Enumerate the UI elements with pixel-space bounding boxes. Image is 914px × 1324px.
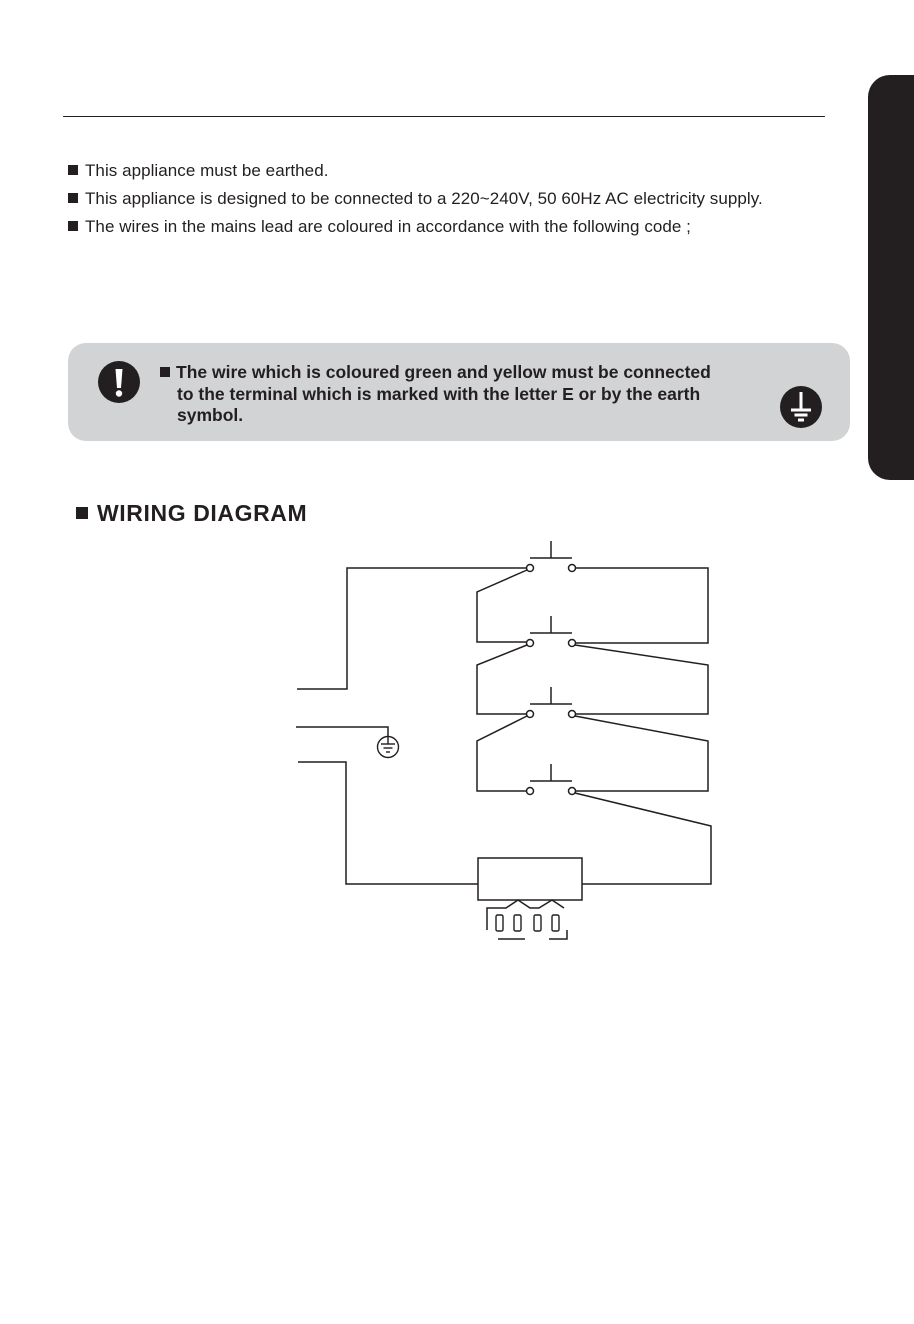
earth-warning-text xyxy=(160,362,780,427)
warning-line-1: The wire which is coloured green and yellow must be connected xyxy=(176,362,711,382)
bullet-square-icon xyxy=(68,193,78,203)
section-side-tab xyxy=(868,75,914,480)
note-earthed: This appliance must be earthed. xyxy=(68,157,763,185)
header-rule xyxy=(63,116,825,117)
link-left-1 xyxy=(477,570,527,642)
bullet-square-icon xyxy=(68,165,78,175)
terminal-block xyxy=(478,858,582,900)
bullet-square-icon xyxy=(76,507,88,519)
earth-symbol xyxy=(378,737,399,758)
bullet-square-icon xyxy=(160,367,170,377)
earth-wire xyxy=(296,727,388,738)
exclamation-icon xyxy=(98,361,140,403)
live-wire xyxy=(297,568,530,689)
warning-line-2: to the terminal which is marked with the letter E or by the earth xyxy=(177,383,701,404)
link-right-1 xyxy=(575,568,708,643)
link-right-4 xyxy=(575,793,711,884)
link-right-3 xyxy=(575,716,708,791)
warning-line-3: symbol. xyxy=(177,405,244,425)
indicator-lamps xyxy=(496,915,559,931)
switch-3 xyxy=(527,687,576,718)
link-left-3 xyxy=(477,716,527,791)
note-supply: This appliance is designed to be connected to a 220~240V, 50 60Hz AC electricity supply. xyxy=(68,185,763,213)
wiring-diagram-heading: WIRING DIAGRAM xyxy=(76,500,307,527)
link-left-2 xyxy=(477,645,527,714)
neutral-wire xyxy=(298,762,478,884)
earth-ground-icon xyxy=(779,385,823,429)
switch-2 xyxy=(527,616,576,647)
switch-1 xyxy=(527,541,576,572)
wiring-diagram xyxy=(290,535,720,945)
bullet-square-icon xyxy=(68,221,78,231)
note-wire-code: The wires in the mains lead are coloured in accordance with the following code ; xyxy=(68,213,763,241)
switch-4 xyxy=(527,764,576,795)
link-right-2 xyxy=(575,645,708,714)
safety-notes xyxy=(68,157,763,241)
